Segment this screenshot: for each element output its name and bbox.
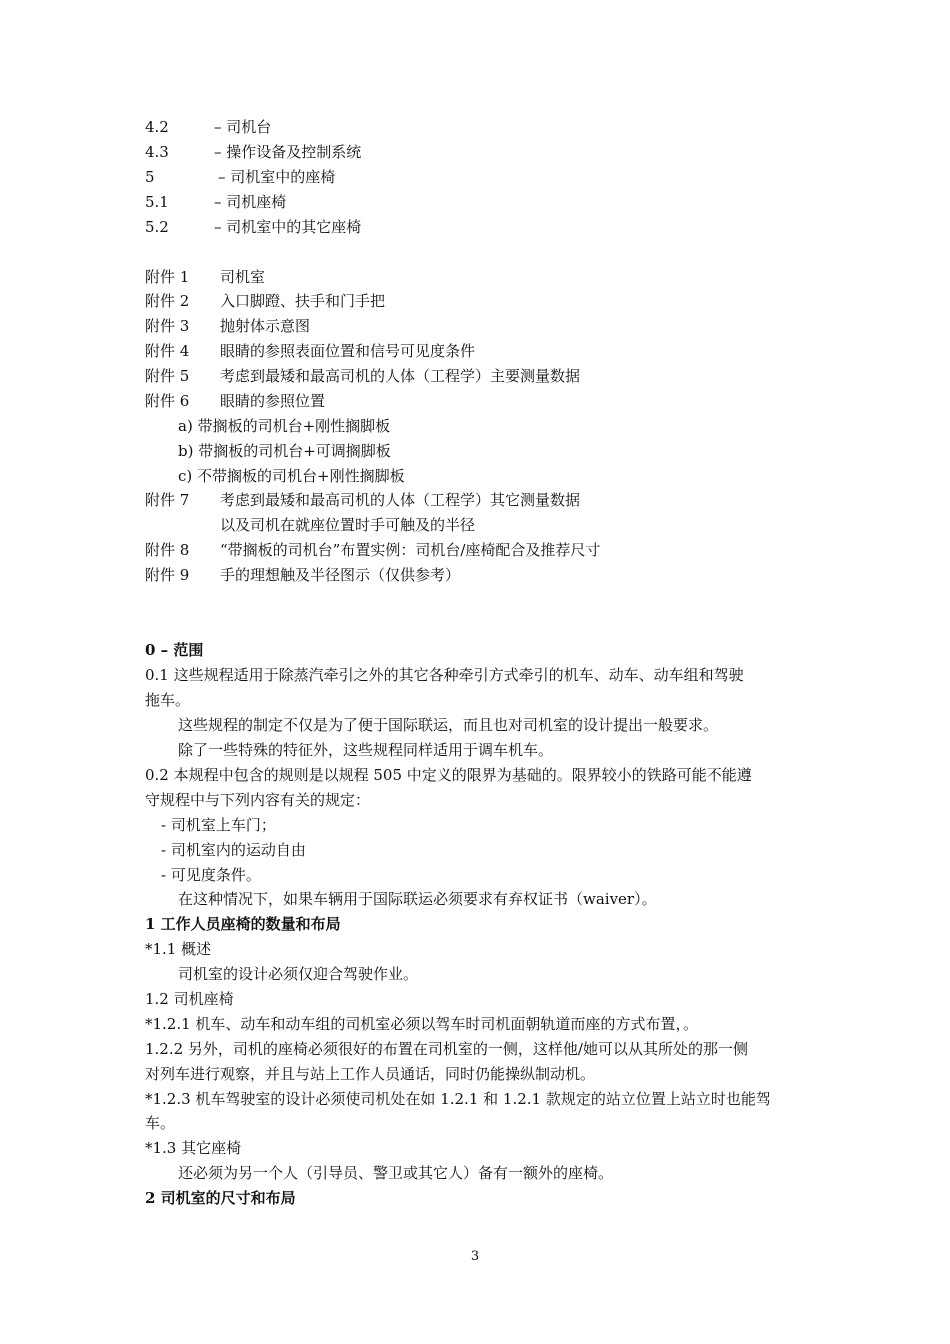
toc-text: – 司机室中的其它座椅 [214,218,362,236]
annex-title: 考虑到最矮和最高司机的人体（工程学）其它测量数据 [220,491,581,509]
toc-number: 5 [145,168,155,186]
annex-label: 附件 1 [145,268,190,286]
annex-title: 眼睛的参照表面位置和信号可见度条件 [220,342,476,360]
toc-number: 4.2 [145,118,169,136]
toc-text: – 操作设备及控制系统 [214,143,362,161]
annex-label: 附件 4 [145,342,190,360]
annex-label: 附件 5 [145,367,190,385]
toc-number: 5.1 [145,193,169,211]
toc-number: 5.2 [145,218,169,236]
annex-subitem-text: b) 带搁板的司机台+可调搁脚板 [178,442,391,460]
annex-label: 附件 3 [145,317,190,335]
annex-subitem-text: c) 不带搁板的司机台+刚性搁脚板 [178,467,405,485]
annex-title: “带搁板的司机台”布置实例：司机台/座椅配合及推荐尺寸 [220,541,601,559]
annex-label: 附件 2 [145,292,190,310]
annex-title: 考虑到最矮和最高司机的人体（工程学）主要测量数据 [220,367,581,385]
annex-title: 入口脚蹬、扶手和门手把 [220,292,386,310]
annex-title-continued: 以及司机在就座位置时手可触及的半径 [220,516,476,534]
annex-title: 司机室 [220,268,266,286]
document-page: 4.2 – 司机台 4.3 – 操作设备及控制系统 5 – 司机室中的座椅 5.1 – 司机座椅 5.2 – 司机室中的其它座椅 附件 1 司机室 附件 2 入口脚蹬、扶手和门手把 附件 3 抛射体示意图 附件 4 眼睛的参照表面位置和信号可见度条件 附件 5 考虑到最矮和最高司机的人体（工程学）主要测量数据 附件 6 眼睛的参照位置 a) 带搁板的司机台+刚性搁脚板 b) 带搁板的司机台+可调搁脚板 c) 不带搁板的司机台+刚性搁脚板 附件 7 考虑到最矮和最高司机的人体（工程学）其它测量数据 以及司机在就座位置时手可触及的半径 附件 8 “带搁板的司机台”布置实例：司机台/座椅配合及推荐尺寸 附件 9 手的理想触及半径图示（仅供参考） 0 – 范围 0.1 这些规程适用于除蒸汽牵引之外的其它各种牵引方式牵引的机车、动车、动车组和驾驶 拖车。 这些规程的制定不仅是为了便于国际联运，而且也对司机室的设计提出一般要求。 除了一些特殊的特征外，这些规程同样适用于调车机车。 0.2 本规程中包含的规则是以规程 505 中定义的限界为基础的。限界较小的铁路可能不能遵 守规程中与下列内容有关的规定： - 司机室上车门； - 司机室内的运动自由 - 可见度条件。 在这种情况下，如果车辆用于国际联运必须要求有弃权证书（waiver）。 1 工作人员座椅的数量和布局 *1.1 概述 司机室的设计必须仅迎合驾驶作业。 1.2 司机座椅 *1.2.1 机车、动车和动车组的司机室必须以驾车时司机面朝轨道而座的方式布置，。 1.2.2 另外，司机的座椅必须很好的布置在司机室的一侧，这样他/她可以从其所处的那一侧 对列车进行观察，并且与站上工作人员通话，同时仍能操纵制动机。 *1.2.3 机车驾驶室的设计必须使司机处在如 1.2.1 和 1.2.1 款规定的站立位置上站立时也能驾 车。 *1.3 其它座椅 还必须为另一个人（引导员、警卫或其它人）备有一额外的座椅。 2 司机室的尺寸和布局 3 [0,0,950,1344]
toc-text: – 司机台 [214,118,272,136]
annex-title: 手的理想触及半径图示（仅供参考） [220,566,461,584]
annex-title: 眼睛的参照位置 [220,392,326,410]
annex-label: 附件 8 [145,541,190,559]
annex-subitem-text: a) 带搁板的司机台+刚性搁脚板 [178,417,391,435]
toc-text: – 司机座椅 [214,193,287,211]
page-number: 3 [470,1249,480,1264]
toc-number: 4.3 [145,143,169,161]
toc-text: – 司机室中的座椅 [218,168,336,186]
annex-label: 附件 7 [145,491,190,509]
annex-label: 附件 9 [145,566,190,584]
annex-label: 附件 6 [145,392,190,410]
annex-title: 抛射体示意图 [220,317,311,335]
